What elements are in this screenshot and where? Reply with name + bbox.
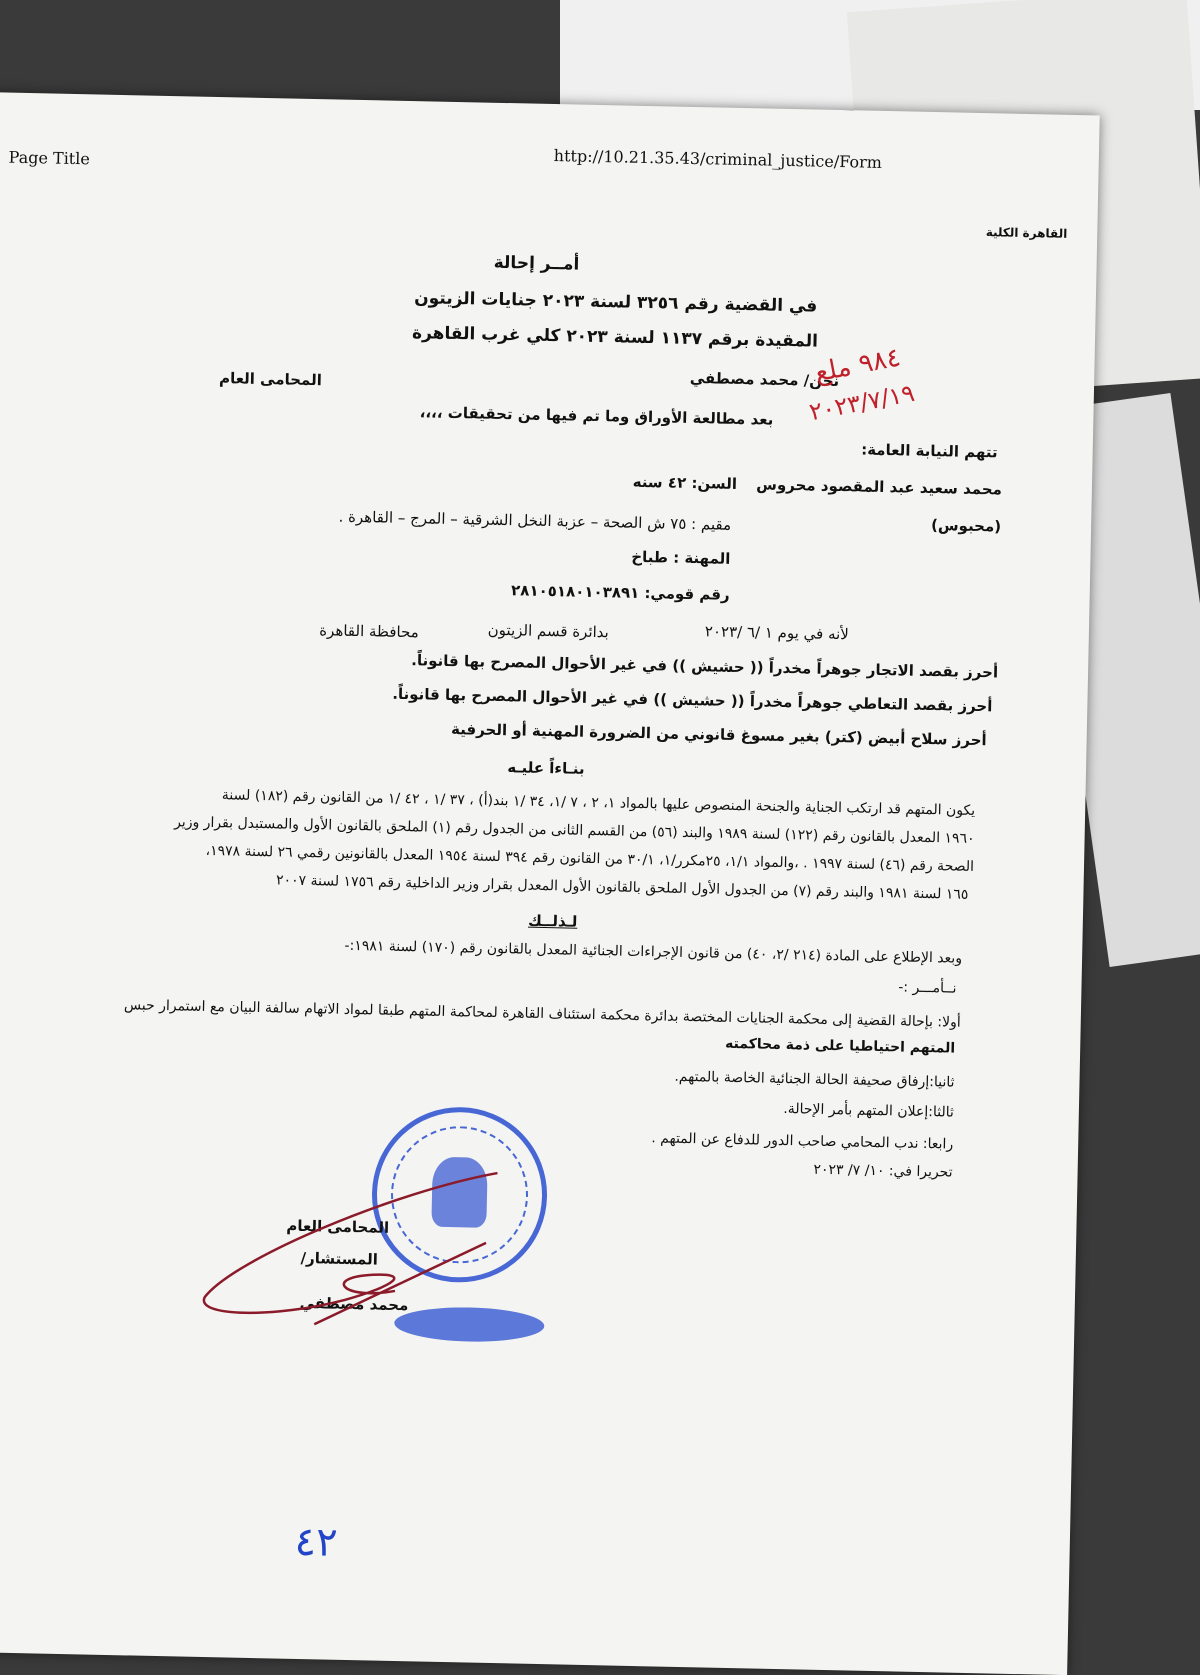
charge-3: أحرز سلاح أبيض (كتر) بغير مسوغ قانوني من الضرورة المهنية أو الحرفية	[450, 720, 987, 750]
registered-line: المقيدة برقم ١١٣٧ لسنة ٢٠٢٣ كلي غرب القاهرة	[411, 323, 819, 352]
therefore-heading: لـذلــك	[527, 911, 578, 931]
incident-district: بدائرة قسم الزيتون	[487, 620, 610, 642]
legal-text-line: يكون المتهم قد ارتكب الجناية والجنحة المنصوص عليها بالمواد ١، ٢ ، ٧ /١، ٣٤ /١ بند(أ) ، ٣٧ /١ ، ٤٢ /١ من القانون رقم (١٨٢) لسنة	[221, 787, 976, 819]
order-second: ثانيا:إرفاق صحيفة الحالة الجنائية الخاصة بالمتهم.	[674, 1068, 955, 1091]
signature-name: محمد مصطفي	[299, 1293, 409, 1315]
accused-name: محمد سعيد عبد المقصود محروس	[756, 475, 1003, 499]
accordingly-heading: بنـاءاً عليـه	[507, 758, 585, 778]
signature-role: المحامى العام	[286, 1216, 390, 1237]
accused-profession: المهنة : طباخ	[631, 547, 731, 568]
charge-2: أحرز بقصد التعاطي جوهراً مخدراً (( حشيش )) في غير الأحوال المصرح بها قانوناً.	[392, 684, 993, 716]
document-title: أمــر إحالة	[493, 252, 580, 275]
prosecutor-name: نحن/ محمد مصطفي	[689, 368, 840, 391]
review-article: وبعد الإطلاع على المادة (٢١٤ /٢، ٤٠) من قانون الإجراءات الجنائية المعدل بالقانون رقم (١٧٠) لسنة ١٩٨١:-	[344, 937, 963, 967]
charge-1: أحرز بقصد الاتجار جوهراً مخدراً (( حشيش )) في غير الأحوال المصرح بها قانوناً.	[411, 651, 999, 682]
prosecution-charges-label: تتهم النيابة العامة:	[861, 440, 998, 462]
legal-text-line: ١٩٦٠ المعدل بالقانون رقم (١٢٢) لسنة ١٩٨٩ والبند (٥٦) من القسم الثانى من الجدول رقم (١) الملحق بالقانون الأول والمستبدل بقرار وزير	[173, 814, 975, 847]
incident-date: لأنه في يوم ١ /٦ /٢٠٢٣	[704, 622, 850, 644]
handwritten-signature	[194, 1147, 528, 1334]
handwritten-date: ٢٠٢٣/٧/١٩	[807, 378, 917, 427]
accused-status: (محبوس)	[930, 516, 1002, 536]
after-review: بعد مطالعة الأوراق وما تم فيها من تحقيقات ،،،،	[419, 403, 774, 429]
url: http://10.21.35.43/criminal_justice/Form	[553, 146, 883, 172]
legal-text-line: ١٦٥ لسنة ١٩٨١ والبند رقم (٧) من الجدول الأول الملحق بالقانون الأول المعدل بقرار وزير الداخلية رقم ١٧٥٦ لسنة ٢٠٠٧	[275, 872, 969, 903]
order-first-cont: المتهم احتياطيا على ذمة محاكمته	[724, 1035, 956, 1057]
order-first: أولا: بإحالة القضية إلى محكمة الجنايات المختصة بدائرة محكمة استئناف القاهرة لمحاكمة المتهم طبقا لمواد الاتهام سالفة البيان مع استمرار حبس	[123, 997, 961, 1031]
referral-order-document	[0, 92, 1100, 1675]
signature-title: المستشار/	[300, 1248, 379, 1269]
page-title: Page Title	[8, 147, 91, 169]
legal-text-line: الصحة رقم (٤٦) لسنة ١٩٩٧ . ،والمواد ١/١، ٢٥مكرر/١، ٣٠/١ من القانون رقم ٣٩٤ لسنة ١٩٥٤ المعدل بالقانونين رقمي ٢٦ لسنة ١٩٧٨،	[205, 842, 975, 875]
order-third: ثالثا:إعلان المتهم بأمر الإحالة.	[783, 1101, 955, 1121]
accused-residence: مقيم : ٧٥ ش الصحة – عزبة النخل الشرقية – المرج – القاهرة .	[338, 507, 732, 534]
we-order: نــأمـــر :-	[898, 979, 957, 997]
office-name: القاهرة الكلية	[985, 225, 1068, 241]
prosecutor-role: المحامى العام	[218, 369, 323, 390]
dated: تحريرا في: ١٠/ ٧/ ٢٠٢٣	[813, 1161, 953, 1181]
page-number: ٤٢	[294, 1518, 339, 1566]
incident-governorate: محافظة القاهرة	[319, 621, 419, 642]
accused-national-id: رقم قومي: ٢٨١٠٥١٨٠١٠٣٨٩١	[510, 581, 730, 604]
accused-age: السن: ٤٢ سنه	[632, 472, 738, 493]
handwritten-registration: ٩٨٤ ملع	[812, 342, 904, 389]
order-fourth: رابعا: ندب المحامي صاحب الدور للدفاع عن المتهم .	[651, 1130, 954, 1153]
case-line: في القضية رقم ٣٢٥٦ لسنة ٢٠٢٣ جنايات الزيتون	[413, 288, 818, 317]
